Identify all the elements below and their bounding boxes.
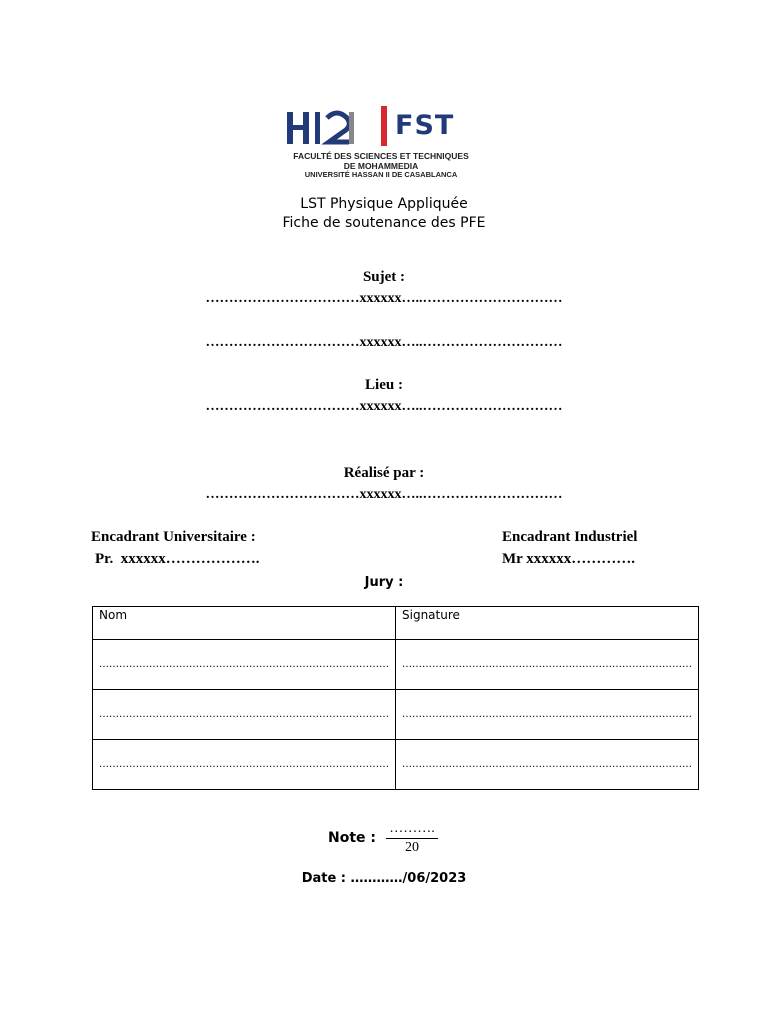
sujet-label: Sujet : [362,269,406,285]
table-row [93,740,699,790]
table-row [93,640,699,690]
note-fraction [386,821,438,857]
logo-line-2: DE MOHAMMEDIA [343,161,419,171]
note-numerator: ………. [386,821,438,839]
jury-signature-cell: …………………………………………………………………………… [396,640,699,690]
column-header-nom: Nom [93,607,396,640]
lieu-label: Lieu : [365,377,403,393]
jury-signature-cell: …………………………………………………………………………… [396,690,699,740]
realise-label: Réalisé par : [343,465,425,481]
encadrant-industriel-label: Encadrant Industriel [502,529,638,545]
table-row [93,690,699,740]
institution-logo [283,104,483,180]
encadrant-universitaire-label: Encadrant Universitaire : [91,529,256,545]
jury-table [92,606,699,790]
sujet-line-1: ……………………………xxxxxx…..………………………… [205,291,563,306]
lieu-line: ……………………………xxxxxx…..………………………… [205,399,563,414]
sujet-line-2: ……………………………xxxxxx…..………………………… [205,335,563,350]
jury-label: Jury : [364,575,404,590]
table-header-row [93,607,699,640]
program-title: LST Physique Appliquée [300,196,468,212]
jury-signature-cell: …………………………………………………………………………… [396,740,699,790]
logo-red-bar [381,106,387,146]
encadrant-industriel-value: Mr xxxxxx…………. [502,551,636,567]
date-field: Date : …………/06/2023 [301,871,467,886]
jury-nom-cell: …………………………………………………………………………… [93,640,396,690]
form-title: Fiche de soutenance des PFE [282,215,486,231]
note-denominator: 20 [405,840,419,855]
note-label: Note : [328,830,376,846]
encadrant-universitaire-value: Pr. xxxxxx………………. [95,551,260,567]
realise-line: ……………………………xxxxxx…..………………………… [205,487,563,502]
jury-nom-cell: …………………………………………………………………………… [93,740,396,790]
logo-line-1: FACULTÉ DES SCIENCES ET TECHNIQUES [293,151,469,161]
logo-line-3: UNIVERSITÉ HASSAN II DE CASABLANCA [304,170,458,179]
column-header-signature: Signature [396,607,699,640]
uh2-logo-mark [285,108,367,148]
jury-nom-cell: …………………………………………………………………………… [93,690,396,740]
logo-brand: FST [395,110,455,141]
